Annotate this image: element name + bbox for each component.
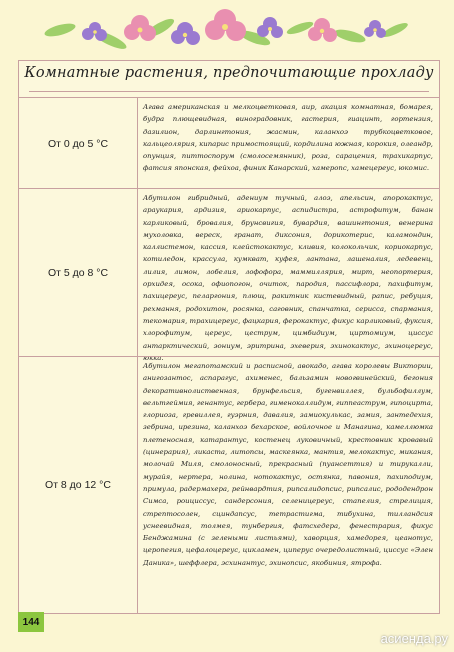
flower-border-decoration (0, 0, 454, 62)
plants-cell: Агава американская и мелкоцветковая, аир, акация комнатная, бомарея, будра плющевидная, виноградовник, гастерия, гиацинт, гортензия, дазилион, дарлингтония, жасмин, каланхоэ трубкоцветковое, кальцеолярия, кипарис примостоящий, кордилина южная, корокия, олеандр, опунция, питтоспорум (смолосемянник), роза, сарацения, трахикарпус, фатсия японская, фейхоа, финик Канарский, хамеропс, хамецереус, юкомис. (143, 103, 433, 173)
temperature-cell: От 8 до 12 °С (19, 357, 138, 613)
plants-cell: Абутилон мегапотамский и расписной, авокадо, агава королевы Виктории, анигозантос, аспарагус, ахименес, бальзамин новогвинейский, бегония декоративнолиственная, брунфельсия, бугенвиллея, бульбофиллум, вельтгеймия, генантус, гербера, гименокаллидум, гиппеаструм, гипоцирта, глориоза, гревиллея, гуэрния, давалия, замиокулькас, замия, зантедехия, зебрина, ирезина, каланхоэ бехарское, войлочное и Манагина, камеллюмка плетеносная, катарантус, костенец луковичный, крестовник кровавый (цинерария), ликаста, литопсы, маскеянка, мантия, мелокактус, микания, молочай Миля, смолоносный, прекрасный (пуансеттия) и тирукалли, мурайя, нертера, нолина, нотокактус, остянка, павония, пахиподиум, примула, радермахера, рейнвардтия, рипсалидопсис, рипсалис, рододендрон Симса, роициссус, сандерсония, селеницереус, стапелия, стрелиция, стрептосолен, сциндапсус, тетрастигма, тибухина, тилландсия уснеевидная, толмея, тунбергия, фатсхедера, фенестрария, фикус Бенджамина (с зелеными листьями), хаворция, хамедорея, цеанотус, церопегия, цефалоцереус, цикламен, циперус очередолистный, циссус «Элен Даника», шеффлера, эсхинантус, эхинопсис, якобиния, ятрофа. (143, 362, 433, 567)
temperature-cell: От 0 до 5 °С (19, 98, 138, 189)
plants-cell: Абутилон гибридный, адениум тучный, алоэ, апельсин, апорокактус, араукария, ардизия, ариокарпус, аспидистра, астрофитум, банан карликовый, бровалия, брунсвигия, бувардия, вашингтония, венерина мухоловка, вереск, гранат, диксония, дорикотерис, каламондин, каллистемон, кассия, клейстокактус, кливия, колокольчик, кориокарпус, котиледон, крассула, кумкват, куфея, лантана, лашеналия, ледевенц, лилия, лимон, лобелия, лофофора, маммиллярия, мирт, неопортерия, орхидея, осока, офиопогон, очиток, пародия, пассифлора, пахифитум, пахицереус, пеларгония, плющ, ракитник кистевидный, рапис, ребуция, рехмання, родохитон, росянка, саговник, спанчатка, сериссa, спармания, текомария, трахицереус, фацкария, ферокактус, фикус карликовый, фуксия, хлорофитум, цереус, цеструм, цимбидиум, циртомиум, циссус антарктический, эониум, эритрина, эхеверия, эхинокактус, эхиноцереус, юкка. (143, 194, 433, 362)
table-row (19, 356, 439, 613)
title-divider (29, 91, 429, 92)
watermark: асиенда.ру (380, 631, 448, 646)
page-number: 144 (18, 612, 44, 632)
content-frame (18, 60, 440, 614)
table-row (19, 188, 439, 362)
page-title: Комнатные растения, предпочитающие прохладу (24, 65, 434, 81)
temperature-cell: От 5 до 8 °С (19, 189, 138, 357)
table-row (19, 97, 439, 189)
